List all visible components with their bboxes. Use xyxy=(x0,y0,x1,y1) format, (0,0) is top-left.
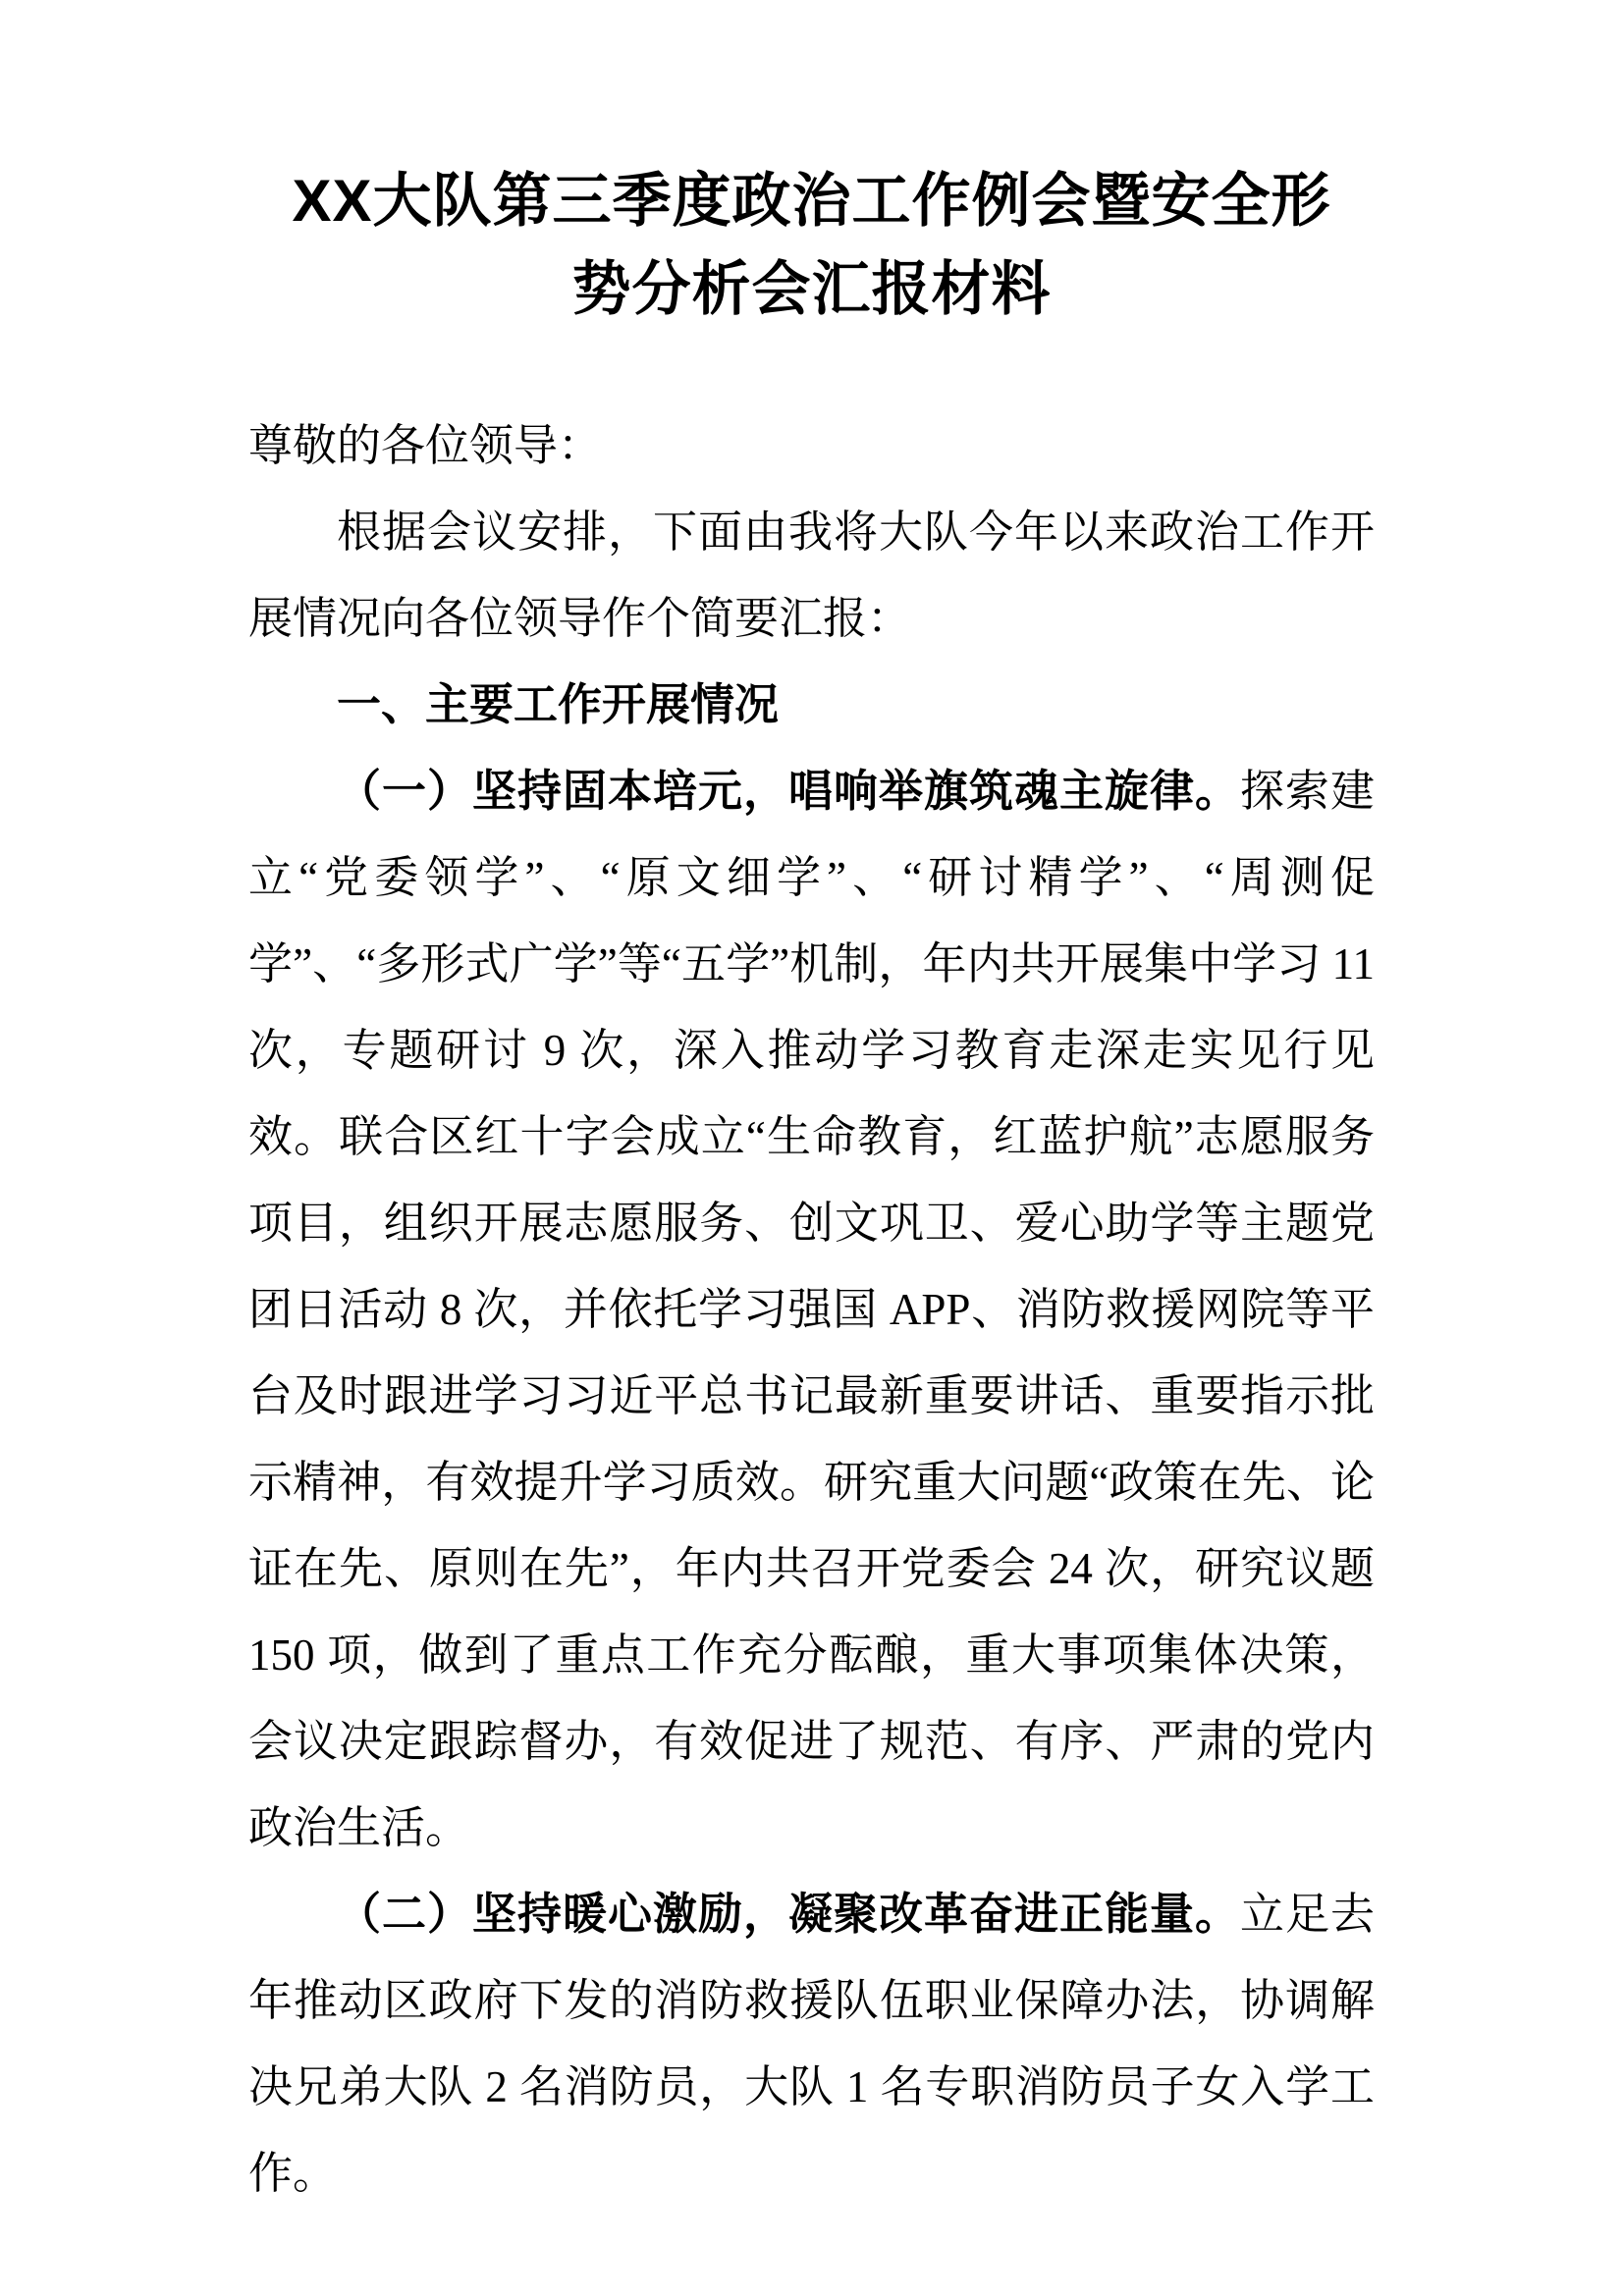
bold-text-run: （二）坚持暖心激励，凝聚改革奋进正能量。 xyxy=(337,1889,1240,1939)
document-title: XX大队第三季度政治工作例会暨安全形势分析会汇报材料 xyxy=(292,168,1331,322)
text-run: 探索建立“党委领学”、“原文细学”、“研讨精学”、“周测促学”、“多形式广学”等“五学”机制，年内共开展集中学习 11 次，专题研讨 9 次，深入推动学习教育走深走实见行见效。联合区红十字会成立“生命教育，红蓝护航”志愿服务项目，组织开展志愿服务、创文巩卫、爱心助学等主题党团日活动 8 次，并依托学习强国 APP、消防救援网院等平台及时跟进学习习近平总书记最新重要讲话、重要指示批示精神，有效提升学习质效。研究重大问题“政策在先、论证在先、原则在先”，年内共召开党委会 24 次，研究议题 150 项，做到了重点工作充分酝酿，重大事项集体决策，会议决定跟踪督办，有效促进了规范、有序、严肃的党内政治生活。 xyxy=(248,767,1375,1852)
document-body xyxy=(248,402,1375,2216)
text-run: 根据会议安排，下面由我将大队今年以来政治工作开展情况向各位领导作个简要汇报： xyxy=(248,507,1375,643)
text-run: 尊敬的各位领导： xyxy=(248,421,603,470)
paragraph xyxy=(248,489,1375,662)
paragraph xyxy=(248,402,1375,489)
paragraph xyxy=(248,1871,1375,2216)
paragraph xyxy=(248,748,1375,1871)
bold-text-run: （一）坚持固本培元，唱响举旗筑魂主旋律。 xyxy=(337,766,1240,816)
text-run: 立足去年推动区政府下发的消防救援队伍职业保障办法，协调解决兄弟大队 2 名消防员，大队 1 名专职消防员子女入学工作。 xyxy=(248,1890,1375,2198)
bold-text-run: 一、主要工作开展情况 xyxy=(337,679,780,729)
section-heading xyxy=(248,662,1375,748)
